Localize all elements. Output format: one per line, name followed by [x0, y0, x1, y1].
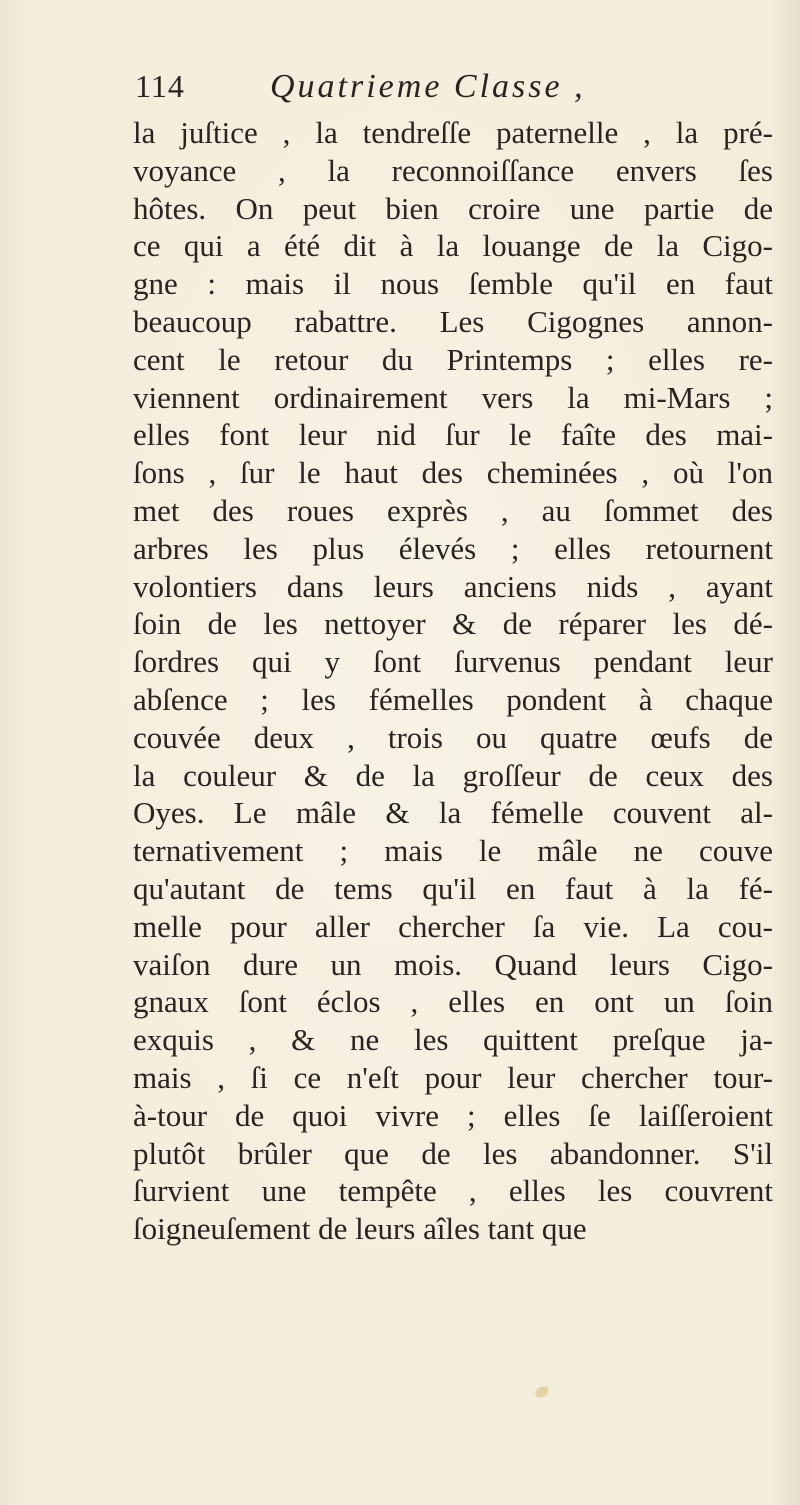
page-number: 114: [135, 68, 185, 104]
text-line: met des roues exprès , au ſommet des: [133, 492, 773, 528]
text-line: plutôt brûler que de les abandonner. S'il: [133, 1135, 773, 1171]
paper-speck: [533, 1384, 550, 1400]
text-line: volontiers dans leurs anciens nids , ayant: [133, 568, 773, 604]
text-line: ce qui a été dit à la louange de la Cigo-: [133, 228, 773, 264]
text-line: elles font leur nid ſur le faîte des mai-: [133, 417, 773, 453]
text-line: voyance , la reconnoiſſance envers ſes: [133, 152, 773, 188]
text-line: exquis , & ne les quittent preſque ja-: [133, 1022, 773, 1058]
text-line: qu'autant de tems qu'il en faut à la fé-: [133, 870, 773, 906]
text-line: ternativement ; mais le mâle ne couve: [133, 833, 773, 869]
text-line: abſence ; les fémelles pondent à chaque: [133, 681, 773, 717]
body-text: [133, 114, 773, 1248]
running-title: Quatrieme Classe ,: [270, 68, 586, 105]
text-line: hôtes. On peut bien croire une partie de: [133, 190, 773, 226]
text-line: ſoin de les nettoyer & de réparer les dé-: [133, 606, 773, 642]
page-header: [135, 68, 695, 114]
text-line: melle pour aller chercher ſa vie. La cou-: [133, 908, 773, 944]
text-line: à-tour de quoi vivre ; elles ſe laiſſeroient: [133, 1097, 773, 1133]
text-line: la juſtice , la tendreſſe paternelle , la pré-: [133, 115, 773, 150]
text-line: ſurvient une tempête , elles les couvrent: [133, 1173, 773, 1209]
text-line: gne : mais il nous ſemble qu'il en faut: [133, 266, 773, 302]
text-line: vaiſon dure un mois. Quand leurs Cigo-: [133, 946, 773, 982]
text-line: mais , ſi ce n'eſt pour leur chercher tour-: [133, 1059, 773, 1095]
text-line: ſons , ſur le haut des cheminées , où l'on: [133, 455, 773, 491]
text-line: couvée deux , trois ou quatre œufs de: [133, 719, 773, 755]
text-line: ſordres qui y ſont ſurvenus pendant leur: [133, 644, 773, 680]
text-line: beaucoup rabattre. Les Cigognes annon-: [133, 303, 773, 339]
text-line: la couleur & de la groſſeur de ceux des: [133, 757, 773, 793]
text-line: gnaux ſont éclos , elles en ont un ſoin: [133, 984, 773, 1020]
text-line: arbres les plus élevés ; elles retournent: [133, 530, 773, 566]
text-line: viennent ordinairement vers la mi-Mars ;: [133, 379, 773, 415]
text-line: cent le retour du Printemps ; elles re-: [133, 341, 773, 377]
text-line: ſoigneuſement de leurs aîles tant que: [133, 1211, 587, 1247]
text-line: Oyes. Le mâle & la fémelle couvent al-: [133, 795, 773, 831]
